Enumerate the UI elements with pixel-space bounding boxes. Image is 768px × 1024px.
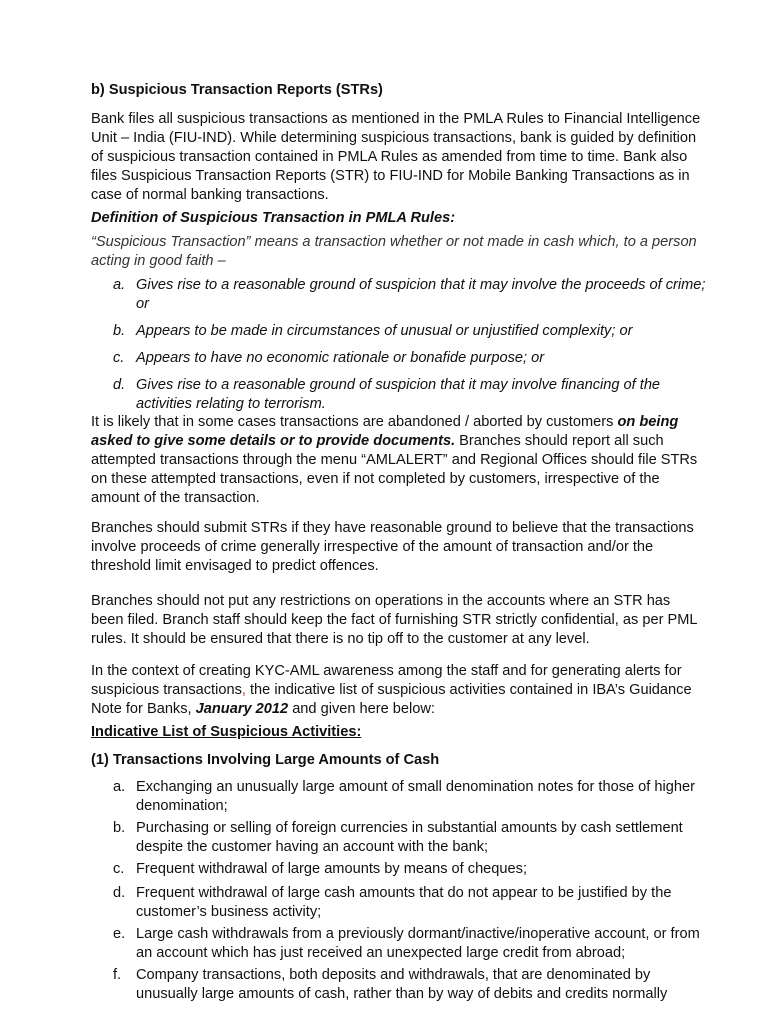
list-marker: a. (113, 779, 126, 795)
list-marker: b. (113, 323, 126, 339)
list-item-text: Purchasing or selling of foreign currencies in substantial amounts by cash settlement despite the customer having an account with the bank; (136, 820, 683, 855)
list-marker: d. (113, 885, 126, 901)
section-heading-strs: b) Suspicious Transaction Reports (STRs) (91, 82, 383, 98)
list-item (91, 778, 706, 816)
list-marker: a. (113, 277, 126, 293)
list-item (91, 322, 706, 341)
definition-heading: Definition of Suspicious Transaction in PMLA Rules: (91, 210, 456, 226)
definition-text: “Suspicious Transaction” means a transaction whether or not made in cash which, to a person acting in good faith – (91, 234, 697, 269)
indicative-list-heading: Indicative List of Suspicious Activities: (91, 724, 362, 740)
list-item (91, 966, 706, 1004)
definition-list (91, 276, 706, 414)
list-item-text: Exchanging an unusually large amount of small denomination notes for those of higher denomination; (136, 779, 695, 814)
reasonable-ground-paragraph: Branches should submit STRs if they have reasonable ground to believe that the transactions involve proceeds of crime generally irrespective of the amount of transaction and/or the threshold limit envisaged to predict offences. (91, 520, 694, 574)
list-item (91, 376, 706, 414)
intro-paragraph: Bank files all suspicious transactions as mentioned in the PMLA Rules to Financial Intelligence Unit – India (FIU-IND). While determining suspicious transactions, bank is guided by definition of suspicious transaction contained in PMLA Rules as amended from time to time. Bank also files Suspicious Transaction Reports (STR) to FIU-IND for Mobile Banking Transactions as in case of normal banking transactions. (91, 111, 701, 203)
context-paragraph: In the context of creating KYC-AML awareness among the staff and for generating alerts for suspicious transactions, the indicative list of suspicious activities contained in IBA’s Guidance Note for Banks, January 2012 and given here below: (91, 663, 692, 717)
list-item (91, 860, 706, 879)
list-item (91, 819, 706, 857)
list-marker: d. (113, 377, 126, 393)
list-item-text: Gives rise to a reasonable ground of suspicion that it may involve financing of the activities relating to terrorism. (136, 377, 661, 412)
list-marker: c. (113, 350, 125, 366)
list-item (91, 276, 706, 314)
emphasis-text: on being asked to give some details or to provide documents. (91, 414, 679, 449)
section1-heading: (1) Transactions Involving Large Amounts of Cash (91, 752, 440, 768)
list-marker: f. (113, 967, 122, 983)
restrictions-paragraph: Branches should not put any restrictions on operations in the accounts where an STR has been filed. Branch staff should keep the fact of furnishing STR strictly confidential, as per PML rules. It should be ensured that there is no tip off to the customer at any level. (91, 593, 697, 647)
list-item-text: Company transactions, both deposits and withdrawals, that are denominated by unusually large amounts of cash, rather than by way of debits and credits normally (136, 967, 668, 1002)
list-item-text: Frequent withdrawal of large amounts by means of cheques; (136, 861, 528, 877)
cash-activities-list (91, 778, 706, 1004)
list-item-text: Appears to be made in circumstances of unusual or unjustified complexity; or (136, 323, 633, 339)
list-item-text: Gives rise to a reasonable ground of suspicion that it may involve the proceeds of crime; or (136, 277, 706, 312)
list-marker: c. (113, 861, 125, 877)
attempted-transactions-paragraph: It is likely that in some cases transactions are abandoned / aborted by customers on being asked to give some details or to provide documents. Branches should report all such attempted transactions through the menu “AMLALERT” and Regional Offices should file STRs on these attempted transactions, even if not completed by customers, irrespective of the amount of the transaction. (91, 414, 698, 506)
list-marker: b. (113, 820, 126, 836)
list-item-text: Frequent withdrawal of large cash amounts that do not appear to be justified by the customer’s business activity; (136, 885, 672, 920)
date-emphasis: January 2012 (195, 701, 289, 717)
list-item-text: Appears to have no economic rationale or bonafide purpose; or (136, 350, 545, 366)
list-item (91, 884, 706, 922)
list-item (91, 925, 706, 963)
list-marker: e. (113, 926, 126, 942)
list-item (91, 349, 706, 368)
list-item-text: Large cash withdrawals from a previously dormant/inactive/inoperative account, or from an account which has just received an unexpected large credit from abroad; (136, 926, 700, 961)
